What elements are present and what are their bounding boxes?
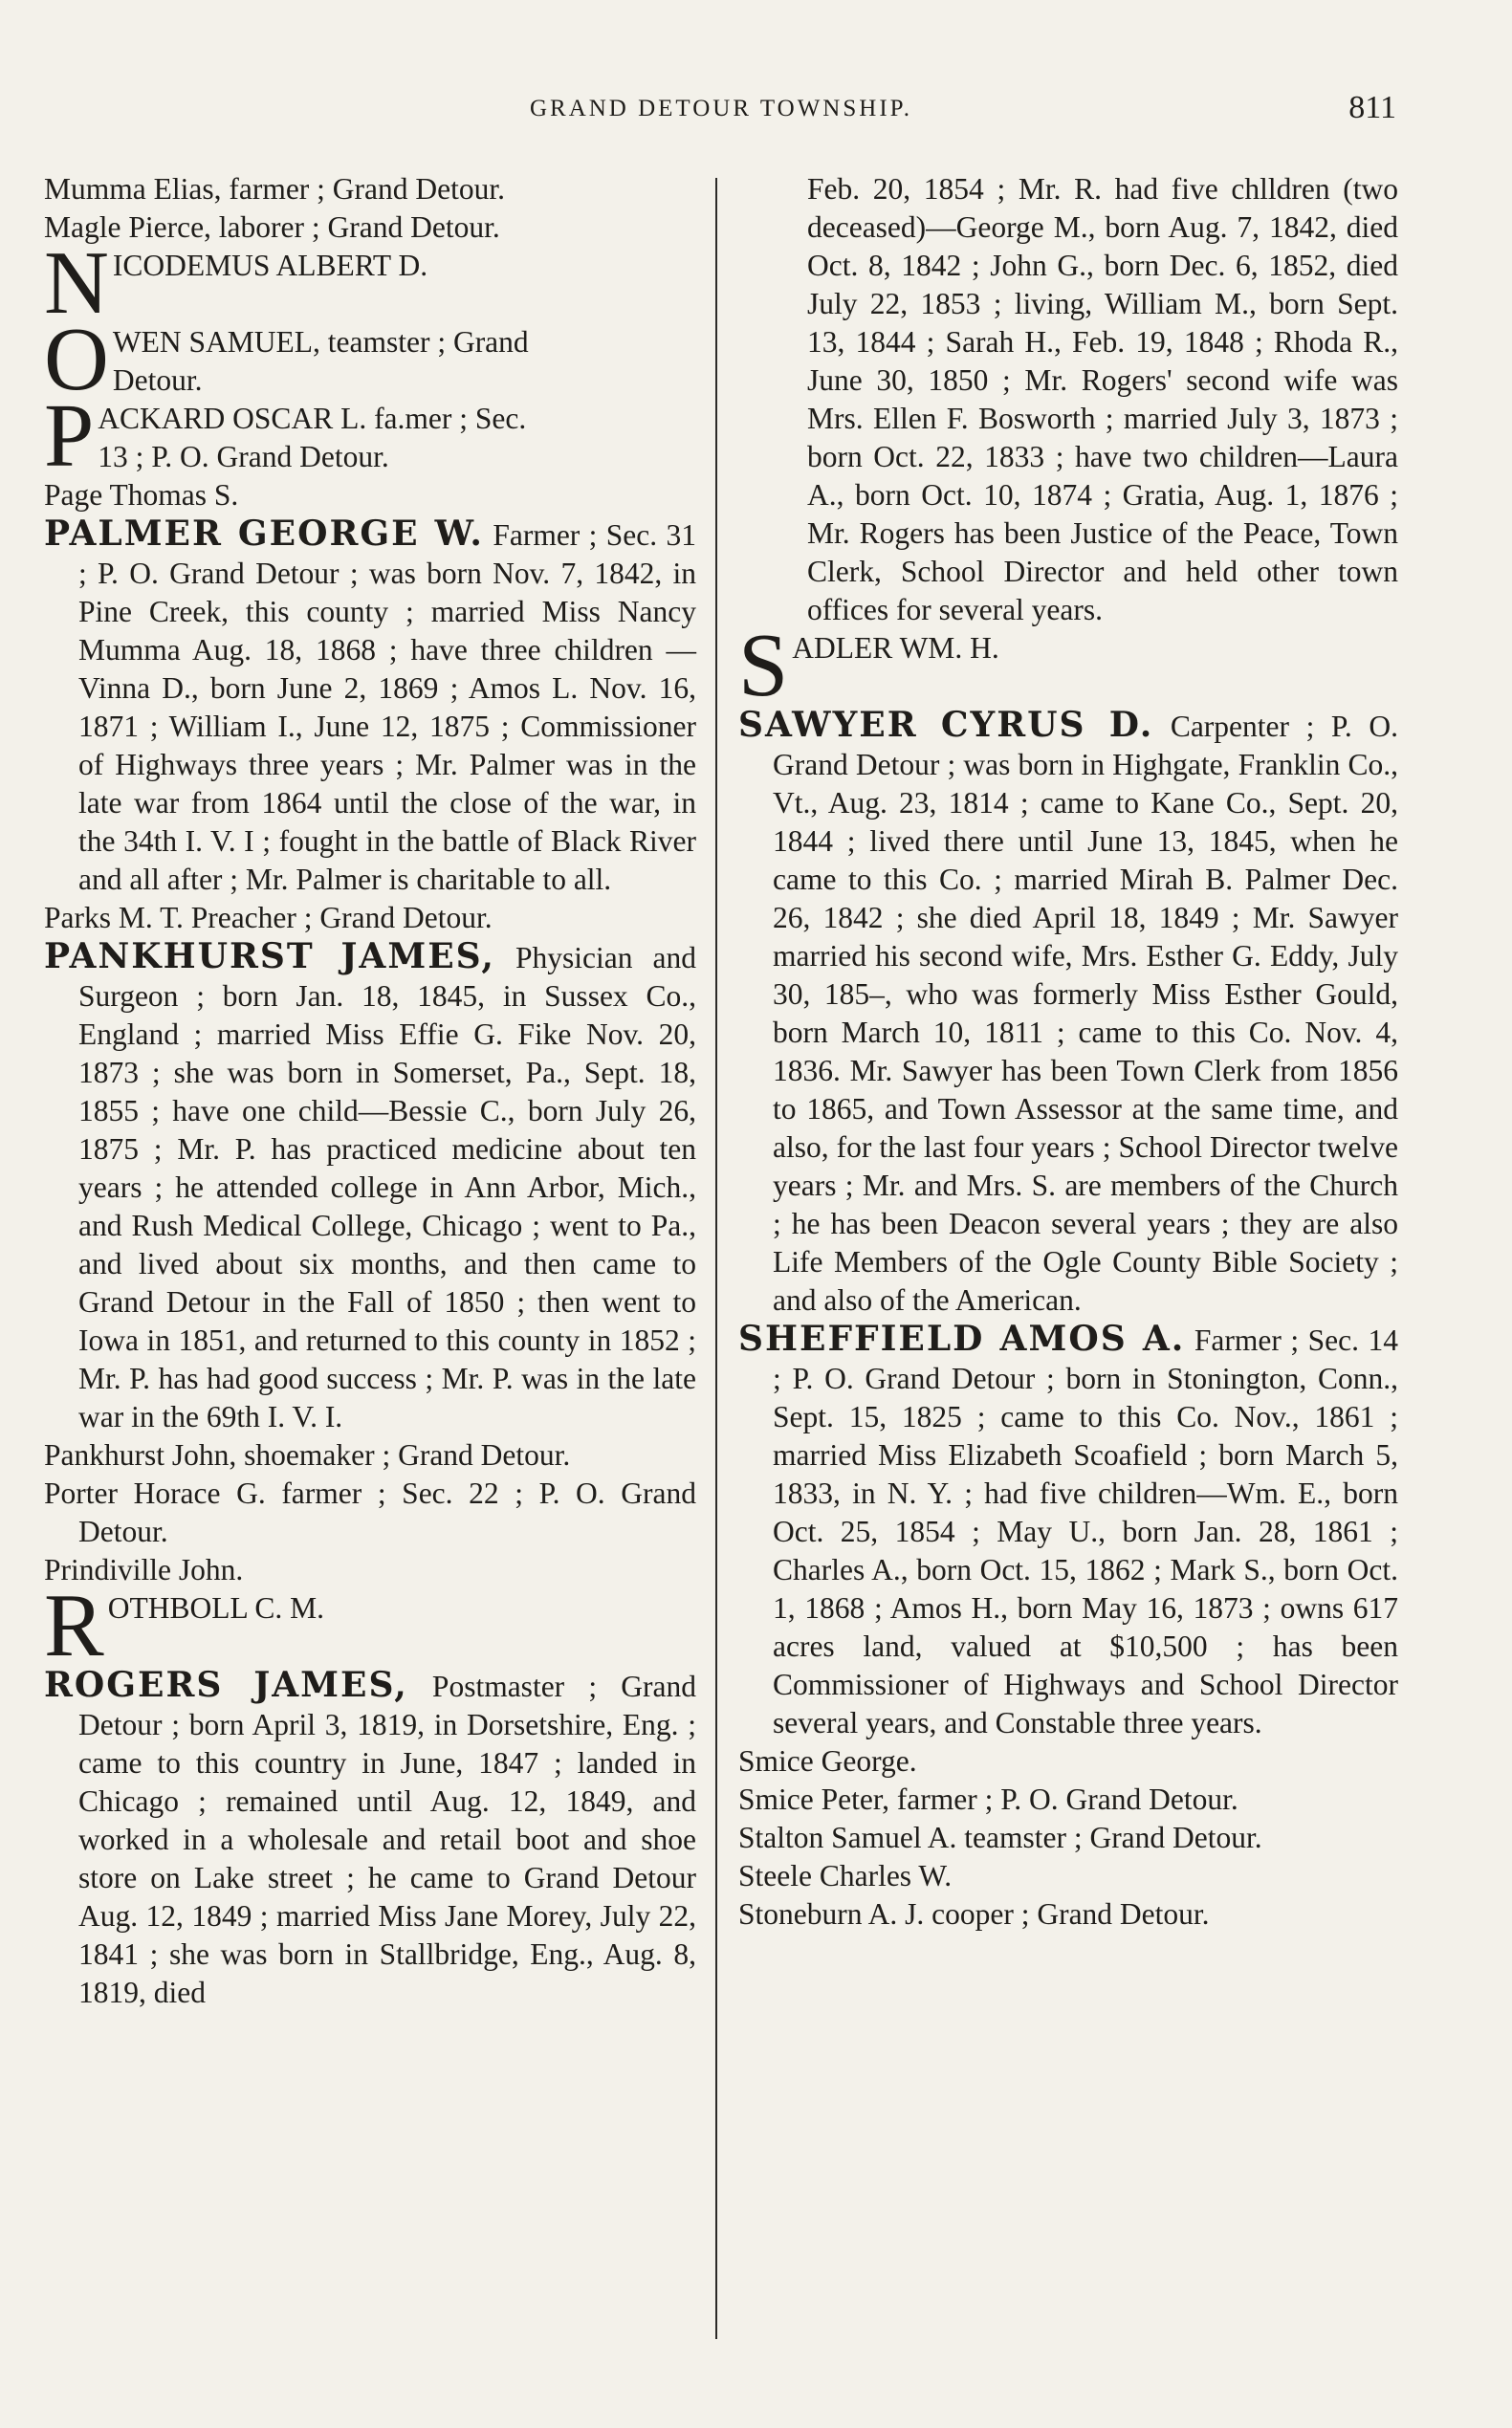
directory-entry: Stalton Samuel A. teamster ; Grand Detour.: [738, 1821, 1262, 1854]
directory-entry: ICODEMUS ALBERT D.: [112, 249, 428, 282]
biography-text: Postmaster ; Grand Detour ; born April 3, 1819, in Dorsetshire, Eng. ; came to this country in June, 1847 ; landed in Chicago ; remained until Aug. 12, 1849, and worked in a wholesale and retail boot and shoe store on Lake street ; he came to Grand Detour Aug. 12, 1849 ; married Miss Jane Morey, July 22, 1841 ; she was born in Stallbridge, Eng., Aug. 8, 1819, died: [78, 1670, 697, 2009]
directory-entry: Smice Peter, farmer ; P. O. Grand Detour.: [738, 1783, 1238, 1816]
biography-entry: [44, 514, 696, 899]
letter-section-s: [738, 616, 1398, 715]
biography-text: Carpenter ; P. O. Grand Detour ; was born in Highgate, Franklin Co., Vt., Aug. 23, 1814 ; came to Kane Co., Sept. 20, 1844 ; lived there until June 13, 1845, when he came to this Co. ; married Mirah B. Palmer Dec. 26, 1842 ; she died April 18, 1849 ; Mr. Sawyer married his second wife, Mrs. Esther G. Eddy, July 30, 185–, who was formerly Miss Esther Gould, born March 10, 1811 ; came to this Co. Nov. 4, 1836. Mr. Sawyer has been Town Clerk from 1856 to 1865, and Town Assessor at the same time, and also, for the last four years ; School Director twelve years ; Mr. and Mrs. S. are members of the Church ; he has been Deacon several years ; they are also Life Members of the Ogle County Bible Society ; and also of the American.: [773, 710, 1399, 1317]
directory-entry: Prindiville John.: [44, 1553, 244, 1586]
directory-entry: Parks M. T. Preacher ; Grand Detour.: [44, 901, 493, 934]
directory-entry: Page Thomas S.: [44, 478, 239, 512]
biography-entry: [738, 1320, 1398, 1742]
right-column: [738, 170, 1398, 1934]
column-divider: [715, 178, 717, 2339]
directory-entry: Pankhurst John, shoemaker ; Grand Detour.: [44, 1438, 571, 1472]
biography-name: SHEFFIELD AMOS A.: [738, 1319, 1186, 1359]
left-column: [44, 170, 696, 2012]
directory-entry: Steele Charles W.: [738, 1859, 953, 1892]
drop-cap: N: [44, 233, 109, 333]
biography-entry: [44, 937, 696, 1436]
letter-section-p: [44, 386, 696, 486]
running-title: GRAND DETOUR TOWNSHIP.: [529, 96, 913, 121]
directory-entry: Smice George.: [738, 1744, 917, 1778]
letter-section-r: [44, 1576, 696, 1675]
biography-name: PALMER GEORGE W.: [44, 514, 484, 554]
biography-text: Farmer ; Sec. 14 ; P. O. Grand Detour ; born in Stonington, Conn., Sept. 15, 1825 ; came to this Co. Nov., 1861 ; married Miss Elizabeth Scoafield ; born March 5, 1833, in N. Y. ; had five children—Wm. E., born Oct. 25, 1854 ; May U., born Jan. 28, 1861 ; Charles A., born Oct. 15, 1862 ; Mark S., born Oct. 1, 1868 ; Amos H., born May 16, 1873 ; owns 617 acres land, valued at $10,500 ; has been Commissioner of Highways and School Director several years, and Constable three years.: [773, 1323, 1399, 1739]
directory-entry: OTHBOLL C. M.: [107, 1591, 325, 1625]
biography-text: Physician and Surgeon ; born Jan. 18, 1845, in Sussex Co., England ; married Miss Effie G. Fike Nov. 20, 1873 ; she was born in Somerset, Pa., Sept. 18, 1855 ; have one child—Bessie C., born July 26, 1875 ; Mr. P. has practiced medicine about ten years ; he attended college in Ann Arbor, Mich., and Rush Medical College, Chicago ; went to Pa., and lived about six months, and then came to Grand Detour in the Fall of 1850 ; then went to Iowa in 1851, and returned to this county in 1852 ; Mr. P. has had good success ; Mr. P. was in the late war in the 69th I. V. I.: [78, 941, 696, 1433]
biography-entry: [738, 706, 1398, 1320]
biography-entry: [44, 1666, 696, 2012]
directory-entry: Magle Pierce, laborer ; Grand Detour.: [44, 210, 500, 244]
biography-name: ROGERS JAMES,: [44, 1665, 408, 1705]
page-header: [46, 88, 1396, 130]
drop-cap: S: [738, 616, 789, 715]
letter-section-n: [44, 233, 696, 333]
drop-cap: O: [44, 310, 109, 409]
biography-name: PANKHURST JAMES,: [44, 936, 495, 976]
directory-entry-continued: 13 ; P. O. Grand Detour.: [98, 440, 389, 473]
directory-entry: ACKARD OSCAR L. fa.mer ; Sec.: [98, 402, 527, 435]
directory-entry: WEN SAMUEL, teamster ; Grand: [112, 325, 529, 359]
page-number: 811: [1348, 90, 1396, 125]
directory-entry: ADLER WM. H.: [792, 631, 999, 665]
drop-cap: R: [44, 1576, 104, 1675]
biography-text-continued: Feb. 20, 1854 ; Mr. R. had five chlldren (two deceased)—George M., born Aug. 7, 1842, died Oct. 8, 1842 ; John G., born Dec. 6, 1852, died July 22, 1853 ; living, William M., born Sept. 13, 1844 ; Sarah H., Feb. 19, 1848 ; Rhoda R., June 30, 1850 ; Mr. Rogers' second wife was Mrs. Ellen F. Bosworth ; married July 3, 1873 ; born Oct. 22, 1833 ; have two children—Laura A., born Oct. 10, 1874 ; Gratia, Aug. 1, 1876 ; Mr. Rogers has been Justice of the Peace, Town Clerk, School Director and held other town offices for several years.: [807, 172, 1398, 626]
directory-entry-continued: Detour.: [112, 363, 203, 397]
directory-entry: Porter Horace G. farmer ; Sec. 22 ; P. O. Grand Detour.: [44, 1476, 696, 1548]
directory-entry: Mumma Elias, farmer ; Grand Detour.: [44, 172, 505, 206]
drop-cap: P: [44, 386, 95, 486]
biography-name: SAWYER CYRUS D.: [738, 705, 1154, 745]
letter-section-o: [44, 310, 696, 409]
biography-text: Farmer ; Sec. 31 ; P. O. Grand Detour ; was born Nov. 7, 1842, in Pine Creek, this county ; married Miss Nancy Mumma Aug. 18, 1868 ; have three children —Vinna D., born June 2, 1869 ; Amos L. Nov. 16, 1871 ; William I., June 12, 1875 ; Commissioner of Highways three years ; Mr. Palmer was in the late war from 1864 until the close of the war, in the 34th I. V. I ; fought in the battle of Black River and all after ; Mr. Palmer is charitable to all.: [78, 518, 696, 896]
directory-entry: Stoneburn A. J. cooper ; Grand Detour.: [738, 1897, 1210, 1931]
